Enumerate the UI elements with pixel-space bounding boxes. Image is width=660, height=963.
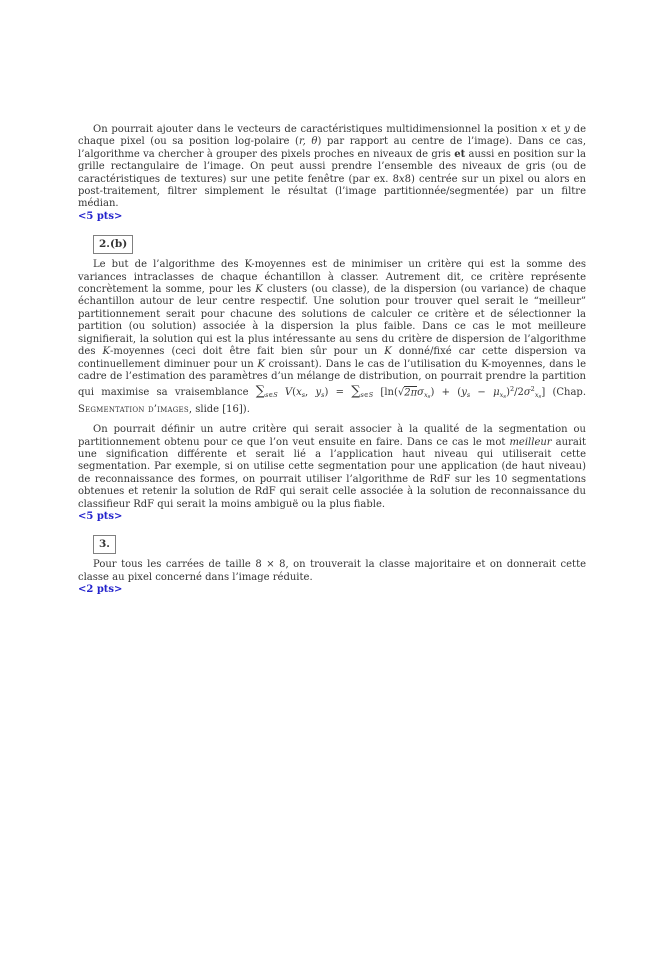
answer-3-paragraph: Pour tous les carrées de taille 8 × 8, on trouverait la classe majoritaire et on donnerait cette classe au pixel concerné dans l’image réduite. — [78, 559, 586, 583]
answer-2a-paragraph: On pourrait ajouter dans le vecteurs de caractéristiques multidimensionnel la position x et y de chaque pixel (ou sa position log-polaire (r, θ) par rapport au centre de l’image). Dans ce cas, l’algorithme va chercher à grouper des pixels proches en niveaux de gris et aussi en position sur la grille rectangulaire de l’image. On peut aussi prendre l’ensemble des niveaux de gris (ou de caractéristiques de textures) sur une petite fenêtre (par ex. 8x8) centrée sur un pixel ou alors en post-traitement, filtrer simplement le résultat (l’image partitionnée/segmentée) par un filtre médian. — [78, 124, 586, 210]
answer-2b-paragraph-1: Le but de l’algorithme des K-moyennes est de minimiser un critère qui est la somme des variances intraclasses de chaque échantillon à classer. Autrement dit, ce critère représente concrètement la somme, pour les K clusters (ou classe), de la dispersion (ou variance) de chaque échantillon autour de leur centre respectif. Une solution pour trouver quel serait le “meilleur” partitionnement serait pour chacune des solutions de calculer ce critère et de sélectionner la partition (ou solution) associée à la dispersion la plus faible. Dans ce cas le mot meilleure signifierait, la solution qui est la plus intéressante au sens du critère de dispersion de l’algorithme des K-moyennes (ceci doit être fait bien sûr pour un K donné/fixé car cette dispersion va continuellement diminuer pour un K croissant). Dans le cas de l’utilisation du K-moyennes, dans le cadre de l’estimation des paramètres d’un mélange de distribution, on pourrait prendre la partition qui maximise sa vraisemblance $\sum_{s\in S}$ $V(x_s$, $y_s) = \sum_{s\in S}$ $[\ln(√2\pi\sigma_{xs}) + (y_s - \mu_{xs})^2/2\sigma^2_{xs}]$ (Chap. Segmentation d’images, slide [16]). — [78, 259, 586, 415]
answer-2b-paragraph-2: On pourrait définir un autre critère qui serait associer à la qualité de la segmentation ou partitionnement obtenu pour ce que l’on veut ensuite en faire. Dans ce cas le mot meilleur aurait une signification différente et serait lié a l’application haut niveau qui utiliserait cette segmentation. Par exemple, si on utilise cette segmentation pour une application (de haut niveau) de reconnaissance des formes, on pourrait utiliser l’algorithme de RdF sur les 10 segmentations obtenues et retenir la solution de RdF qui serait celle associée à la solution de reconnaissance du classifieur RdF qui serait la moins ambiguë ou la plus fiable. — [78, 424, 586, 510]
points-badge-2b: <5 pts> — [78, 510, 123, 522]
points-badge-3: <2 pts> — [78, 584, 123, 596]
question-label-2b: 2.(b) — [93, 235, 133, 254]
points-badge-2a: <5 pts> — [78, 210, 123, 222]
question-label-3: 3. — [93, 535, 116, 554]
page-content — [78, 124, 586, 597]
